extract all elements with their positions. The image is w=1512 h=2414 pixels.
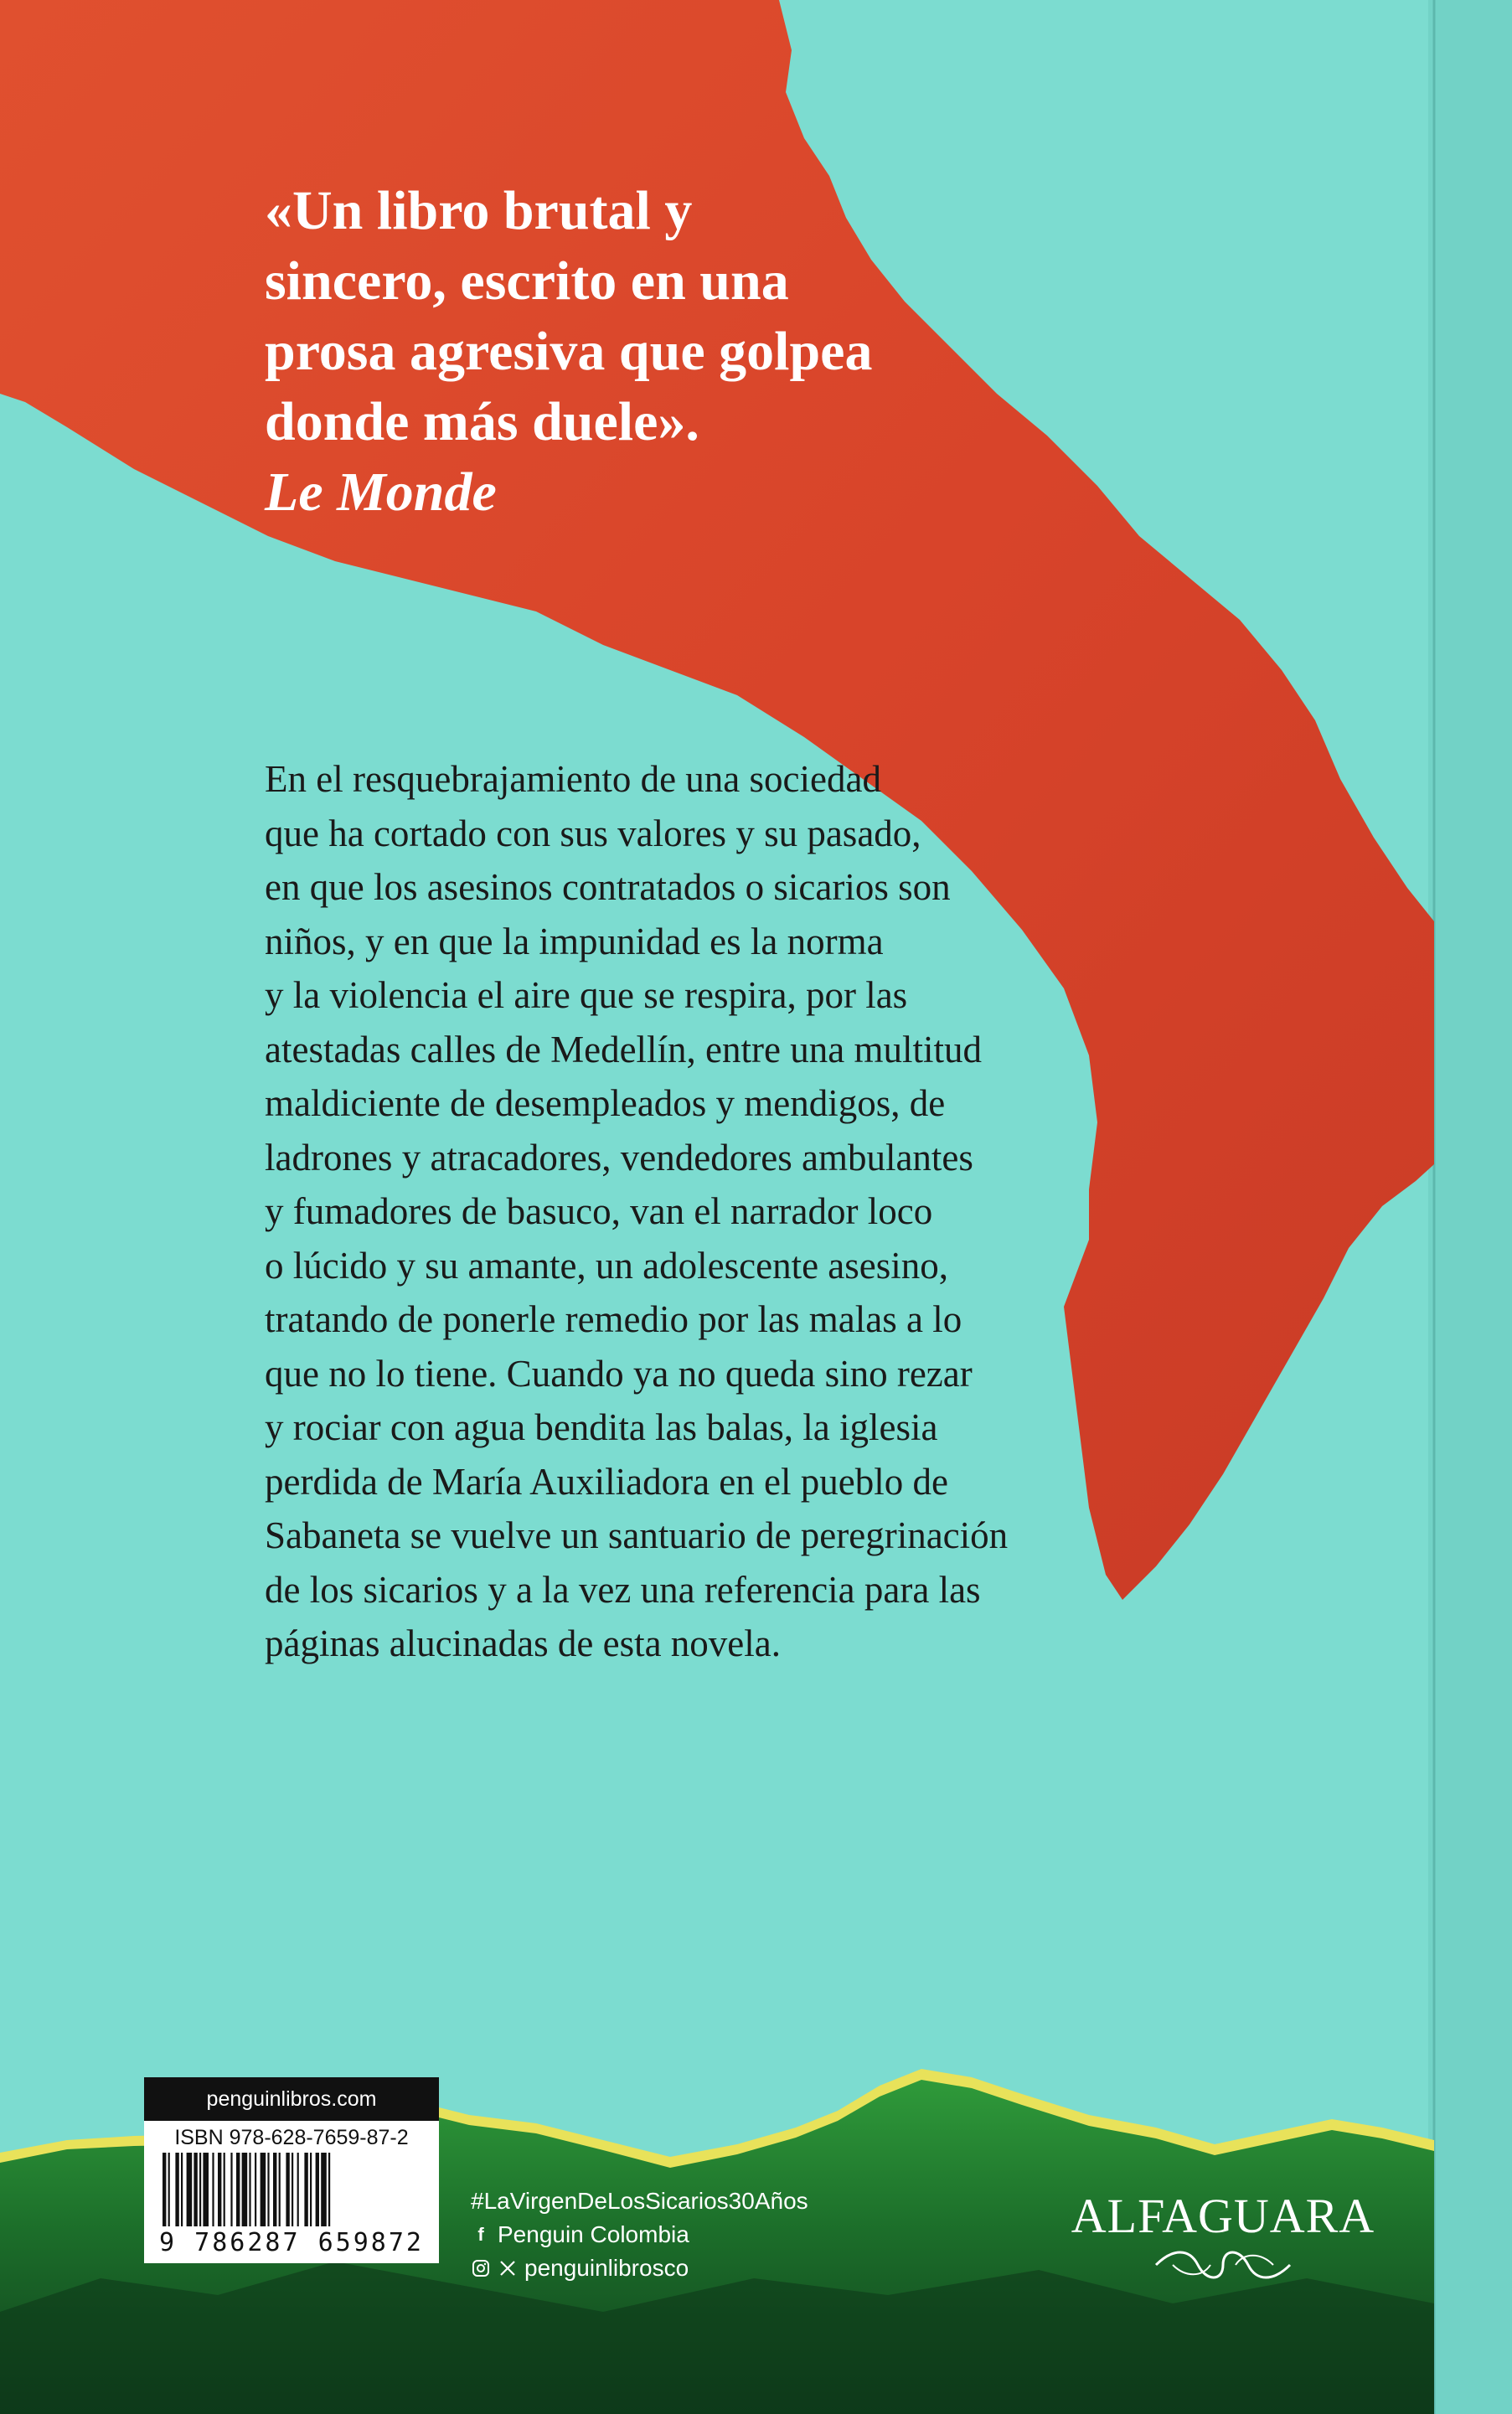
- synopsis-line: que no lo tiene. Cuando ya no queda sino rezar: [265, 1352, 973, 1395]
- synopsis-line: que ha cortado con sus valores y su pasado,: [265, 812, 921, 854]
- x-icon: [498, 2258, 518, 2278]
- barcode-bar: [218, 2153, 221, 2226]
- handle-row: [471, 2252, 808, 2285]
- synopsis-line: perdida de María Auxiliadora en el pueblo de: [265, 1460, 948, 1503]
- barcode-bar: [316, 2153, 319, 2226]
- social-links: [471, 2184, 808, 2285]
- quote-source: Le Monde: [265, 462, 497, 523]
- barcode-bar: [255, 2153, 256, 2226]
- quote-line: sincero, escrito en una: [265, 250, 789, 312]
- barcode-bar: [230, 2153, 232, 2226]
- barcode-bar: [273, 2153, 276, 2226]
- synopsis-line: En el resquebrajamiento de una sociedad: [265, 758, 881, 800]
- barcode-bar: [279, 2153, 281, 2226]
- synopsis-line: Sabaneta se vuelve un santuario de peregrinación: [265, 1514, 1009, 1556]
- barcode-bar: [236, 2153, 240, 2226]
- blurb-quote: [265, 176, 1019, 528]
- barcode-bar: [194, 2153, 197, 2226]
- hashtag: #LaVirgenDeLosSicarios30Años: [471, 2188, 808, 2214]
- barcode-bar: [199, 2153, 201, 2226]
- synopsis-line: atestadas calles de Medellín, entre una multitud: [265, 1028, 982, 1070]
- barcode-bar: [212, 2153, 214, 2226]
- synopsis-line: y rociar con agua bendita las balas, la iglesia: [265, 1406, 938, 1448]
- barcode-bar: [304, 2153, 307, 2226]
- social-handle: penguinlibrosco: [524, 2255, 689, 2281]
- barcode-bars: [144, 2153, 439, 2236]
- barcode-card: [144, 2121, 439, 2263]
- barcode-bar: [286, 2153, 289, 2226]
- hashtag-row: [471, 2184, 808, 2218]
- website-url: penguinlibros.com: [144, 2077, 439, 2121]
- barcode-bar: [242, 2153, 248, 2226]
- barcode-bar: [203, 2153, 209, 2226]
- barcode-bar: [181, 2153, 183, 2226]
- synopsis-line: ladrones y atracadores, vendedores ambulantes: [265, 1136, 973, 1179]
- synopsis-line: en que los asesinos contratados o sicarios son: [265, 866, 951, 908]
- barcode-digits: 9 786287 659872: [159, 2228, 424, 2257]
- isbn-barcode-block: [144, 2077, 439, 2263]
- spine-shadow: [1428, 0, 1512, 2414]
- quote-line: donde más duele».: [265, 391, 699, 452]
- barcode-bar: [310, 2153, 312, 2226]
- barcode-bar: [224, 2153, 225, 2226]
- synopsis-line: maldiciente de desempleados y mendigos, de: [265, 1082, 946, 1124]
- publisher-logo: [1064, 2188, 1382, 2289]
- quote-line: prosa agresiva que golpea: [265, 321, 873, 382]
- barcode-bar: [321, 2153, 327, 2226]
- barcode-bar: [297, 2153, 299, 2226]
- facebook-page: Penguin Colombia: [498, 2221, 689, 2247]
- isbn-number: ISBN 978-628-7659-87-2: [174, 2126, 409, 2149]
- logo-ornament-icon: [1139, 2244, 1307, 2286]
- barcode-bar: [175, 2153, 178, 2226]
- barcode-bar: [187, 2153, 193, 2226]
- synopsis-line: tratando de ponerle remedio por las malas a lo: [265, 1298, 962, 1340]
- barcode-bar: [292, 2153, 293, 2226]
- synopsis-line: niños, y en que la impunidad es la norma: [265, 920, 884, 962]
- synopsis-line: y fumadores de basuco, van el narrador loco: [265, 1190, 933, 1232]
- facebook-row: [471, 2218, 808, 2252]
- barcode-bar: [168, 2153, 170, 2226]
- publisher-name: ALFAGUARA: [1071, 2189, 1375, 2243]
- synopsis-line: de los sicarios y a la vez una referencia para las: [265, 1568, 981, 1611]
- synopsis: [265, 752, 1102, 1671]
- quote-line: «Un libro brutal y: [265, 180, 693, 241]
- instagram-icon: [471, 2258, 491, 2278]
- barcode-bar: [249, 2153, 250, 2226]
- barcode-bar: [267, 2153, 269, 2226]
- synopsis-line: páginas alucinadas de esta novela.: [265, 1622, 782, 1664]
- barcode-bar: [261, 2153, 266, 2226]
- barcode-bar: [163, 2153, 166, 2226]
- synopsis-line: y la violencia el aire que se respira, por las: [265, 974, 908, 1016]
- facebook-icon: f: [477, 2224, 484, 2245]
- synopsis-line: o lúcido y su amante, un adolescente asesino,: [265, 1244, 949, 1287]
- barcode-bar: [328, 2153, 330, 2226]
